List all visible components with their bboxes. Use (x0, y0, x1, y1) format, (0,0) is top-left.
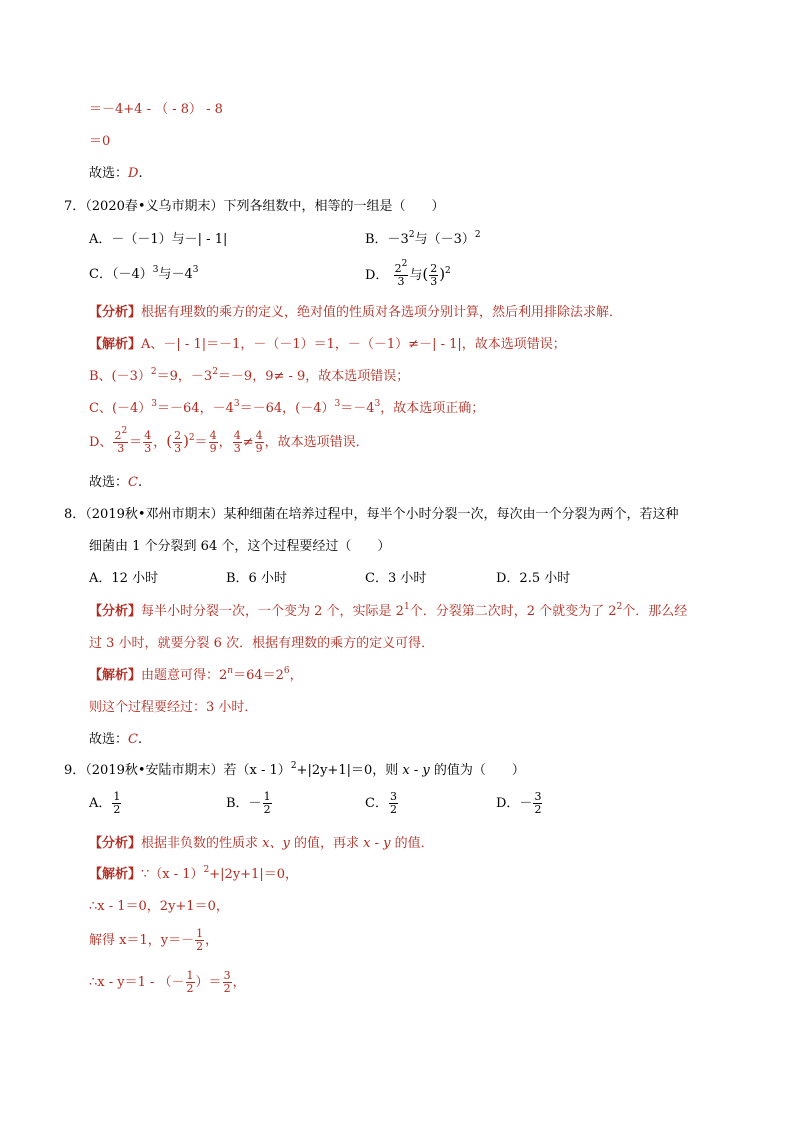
fraction: $\frac{2^2}{3}$ (114, 426, 128, 455)
q7-solution-d: D、 $\frac{2^2}{3}$ ＝ $\frac{4}{3}$ ，( $\frac{2}{3}$ )$^2$＝ $\frac{4}{9}$ ， $\frac{4}{3}$ ≠ $\frac{4}{9}$ ，故本选项错误． (89, 426, 369, 455)
question-8-stem: 8．（2019秋•邓州市期末）某种细菌在培养过程中，每半个小时分裂一次，每次由一个分裂为两个，若这种 (64, 507, 679, 522)
fraction: $\frac{4}{9}$ (209, 429, 217, 455)
fraction: $\frac{3}{2}$ (389, 790, 397, 816)
q8-solution-1: 【解析】由题意可得：$2^n=64=2^6$， (89, 666, 303, 683)
q7-analysis: 【分析】根据有理数的乘方的定义，绝对值的性质对各选项分别计算，然后利用排除法求解． (89, 305, 623, 320)
q8-analysis-cont: 过 3 小时，就要分裂 6 次．根据有理数的乘方的定义可得． (89, 636, 435, 651)
q8-option-b: B．6 小时 (226, 571, 287, 586)
q7-option-a: A．－（－1）与－| - 1| (89, 232, 228, 247)
fraction: $\frac{4}{3}$ (233, 429, 241, 455)
fraction: $\frac{4}{3}$ (144, 429, 152, 455)
q9-option-c: C． $\frac{3}{2}$ (365, 790, 397, 816)
fraction: $\frac{4}{9}$ (255, 429, 263, 455)
q7-solution-a: 【解析】A、－| - 1|＝－1，－（－1）＝1，－（－1）≠－| - 1|，故本选项错误； (89, 337, 566, 352)
q8-option-d: D．2.5 小时 (496, 571, 571, 586)
q9-solution-4: ∴x - y＝1 - （－ $\frac{1}{2}$ ）＝ $\frac{3}{2}$ ， (89, 969, 246, 995)
q8-analysis: 【分析】每半小时分裂一次，一个变为 2 个，实际是 $2^1$个．分裂第二次时，2 个就变为了 $2^2$个．那么经 (89, 602, 688, 619)
answer-6: 故选：D. (89, 166, 143, 181)
q9-solution-1: 【解析】∵（x - 1）$^2$+|2y+1|＝0， (89, 865, 298, 882)
fraction: $\frac{1}{2}$ (186, 969, 194, 995)
fraction: $\frac{3}{2}$ (223, 969, 231, 995)
answer-7: 故选：C. (89, 475, 143, 490)
q7-option-b: B．$-3^2$与$(-3)^2$ (365, 230, 481, 247)
q9-solution-3: 解得 x＝1，y＝－ $\frac{1}{2}$ ， (89, 927, 219, 953)
q8-solution-2: 则这个过程要经过：3 小时． (89, 700, 258, 715)
q7-solution-c: C、(－4）$^3$＝－64，$-4^3=-64$，$(-4)^3=-4^3$，故本选项正确； (89, 399, 485, 416)
fraction: $\frac{1}{2}$ (196, 927, 204, 953)
q7-option-c: C．$(-4)^3$与$-4^3$ (89, 265, 199, 282)
q9-option-b: B．－ $\frac{1}{2}$ (226, 790, 271, 816)
fraction: $\frac{1}{2}$ (113, 790, 121, 816)
question-7-stem: 7．（2020春•义乌市期末）下列各组数中，相等的一组是（ ） (64, 199, 445, 214)
fraction: $\frac{1}{2}$ (263, 790, 271, 816)
fraction: $\frac{2^2}{3}$ (394, 259, 408, 288)
step-line-b: ＝0 (89, 134, 111, 149)
q9-option-d: D．－ $\frac{3}{2}$ (496, 790, 542, 816)
q8-option-a: A．12 小时 (89, 571, 159, 586)
q9-option-a: A． $\frac{1}{2}$ (89, 790, 121, 816)
q7-option-d: D． $\frac{2^2}{3}$ 与( $\frac{2}{3}$ )$^2$ (365, 259, 451, 288)
fraction: $\frac{3}{2}$ (534, 790, 542, 816)
q9-analysis: 【分析】根据非负数的性质求 x、y 的值，再求 x - y 的值． (89, 836, 434, 851)
question-9-stem: 9．（2019秋•安陆市期末）若（x - 1）$^2$+|2y+1|＝0，则 x - y 的值为（ ） (64, 761, 525, 778)
q7-solution-b: B、(－3）$^2$＝9，$-3^2=-9$，9≠ - 9，故本选项错误； (89, 367, 410, 384)
step-line-a: ＝－4+4 - （ - 8） - 8 (89, 102, 223, 117)
fraction: $\frac{2}{3}$ (430, 262, 438, 288)
q8-option-c: C．3 小时 (365, 571, 427, 586)
question-8-stem-cont: 细菌由 1 个分裂到 64 个，这个过程要经过（ ） (89, 539, 391, 554)
q9-solution-2: ∴x - 1＝0，2y+1＝0， (89, 899, 229, 914)
answer-8: 故选：C. (89, 732, 143, 747)
fraction: $\frac{2}{3}$ (174, 429, 182, 455)
